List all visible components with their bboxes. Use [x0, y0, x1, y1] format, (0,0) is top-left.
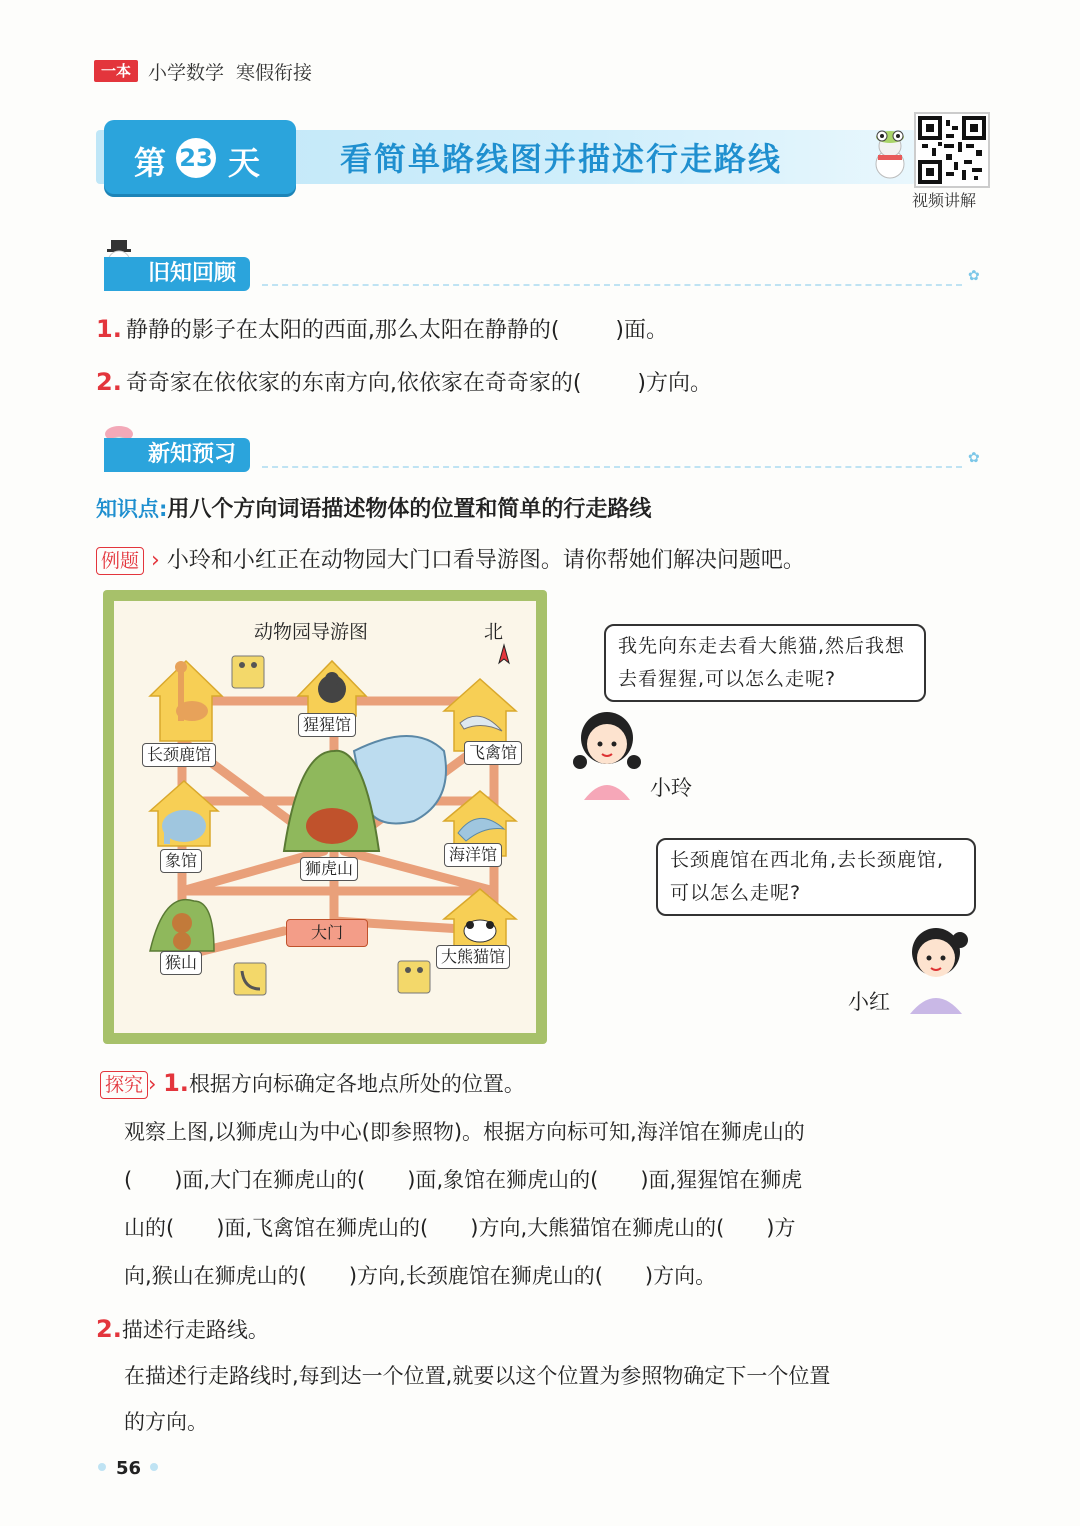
question-text: 静静的影子在太阳的西面,那么太阳在静静的(	[125, 318, 560, 343]
snowman-frog-icon	[868, 128, 912, 180]
example-tag: 例题	[96, 547, 144, 575]
knowledge-point-label: 知识点:	[96, 497, 168, 521]
page-number: 56	[116, 1458, 142, 1479]
star-icon: ✿	[968, 268, 980, 284]
place-panda: 大熊猫馆	[436, 945, 510, 969]
explore-tag: 探究	[100, 1071, 148, 1099]
knowledge-point-text: 用八个方向词语描述物体的位置和简单的行走路线	[167, 497, 652, 522]
footer-dot	[150, 1463, 158, 1471]
brand-series: 寒假衔接	[236, 62, 313, 84]
xiaohong-avatar	[900, 918, 970, 1014]
restroom-icon	[398, 961, 430, 993]
explore-step-2-line-1: 在描述行走路线时,每到达一个位置,就要以这个位置为参照物确定下一个位置	[124, 1364, 831, 1388]
explore-line-2: ( )面,大门在狮虎山的( )面,象馆在狮虎山的( )面,猩猩馆在狮虎	[124, 1168, 803, 1192]
question-number: 1.	[96, 315, 122, 343]
divider	[262, 284, 962, 286]
xiaohong-speech-bubble: 长颈鹿馆在西北角,去长颈鹿馆,可以怎么走呢?	[656, 838, 976, 916]
day-prefix: 第	[134, 144, 167, 182]
phone-icon	[234, 963, 266, 995]
place-giraffe: 长颈鹿馆	[142, 743, 216, 767]
question-text-end: )面。	[615, 318, 668, 343]
xiaoling-speech-bubble: 我先向东走去看大熊猫,然后我想去看猩猩,可以怎么走呢?	[604, 624, 926, 702]
explore-step-2-title	[96, 1314, 269, 1344]
step-number: 2.	[96, 1315, 122, 1343]
panda-icon	[464, 920, 496, 942]
place-gorilla: 猩猩馆	[298, 713, 356, 737]
brand-subject: 小学数学	[148, 62, 225, 84]
day-suffix: 天	[228, 144, 261, 182]
review-question-1	[96, 314, 668, 346]
explore-line-3: 山的( )面,飞禽馆在狮虎山的( )方向,大熊猫馆在狮虎山的( )方	[124, 1216, 796, 1240]
preview-heading: 新知预习	[104, 438, 250, 472]
footer-dot	[98, 1463, 106, 1471]
question-number: 2.	[96, 368, 122, 396]
restroom-icon	[232, 656, 264, 688]
qr-label: 视频讲解	[912, 191, 977, 210]
knowledge-point	[96, 492, 651, 523]
brand-text	[148, 58, 324, 85]
page-title: 看简单路线图并描述行走路线	[340, 140, 783, 178]
explore-line-1: 观察上图,以狮虎山为中心(即参照物)。根据方向标可知,海洋馆在狮虎山的	[124, 1120, 805, 1144]
map-title: 动物园导游图	[254, 621, 369, 643]
place-elephant: 象馆	[160, 849, 202, 873]
explore-step-2-line-2: 的方向。	[124, 1410, 208, 1434]
north-label: 北	[484, 621, 504, 643]
question-text-end: )方向。	[637, 371, 712, 396]
qr-code-icon[interactable]	[914, 112, 990, 188]
place-monkey: 猴山	[160, 951, 202, 975]
step-title: 描述行走路线。	[121, 1318, 269, 1342]
place-birds: 飞禽馆	[464, 741, 522, 765]
day-tab	[104, 120, 296, 194]
brand-badge: 一本	[94, 60, 138, 82]
xiaoling-avatar	[572, 700, 642, 800]
review-heading: 旧知回顾	[104, 257, 250, 291]
example: 例题 › 小玲和小红正在动物园大门口看导游图。请你帮她们解决问题吧。	[96, 543, 805, 575]
explore-line-4: 向,猴山在狮虎山的( )方向,长颈鹿馆在狮虎山的( )方向。	[124, 1264, 717, 1288]
xiaohong-name: 小红	[848, 990, 890, 1014]
xiaoling-name: 小玲	[650, 776, 692, 800]
step-title: 根据方向标确定各地点所处的位置。	[188, 1072, 525, 1096]
review-question-2	[96, 367, 712, 399]
divider	[262, 466, 962, 468]
place-lion: 狮虎山	[300, 857, 358, 881]
place-gate: 大门	[286, 919, 368, 947]
explore-step-1-title: 探究 › 1.根据方向标确定各地点所处的位置。	[100, 1068, 525, 1099]
example-text: 小玲和小红正在动物园大门口看导游图。请你帮她们解决问题吧。	[166, 548, 805, 573]
zoo-map	[114, 601, 536, 1033]
place-ocean: 海洋馆	[444, 843, 502, 867]
step-number: 1.	[163, 1069, 189, 1097]
day-number: 23	[176, 138, 216, 178]
star-icon: ✿	[968, 450, 980, 466]
question-text: 奇奇家在依依家的东南方向,依依家在奇奇家的(	[125, 371, 582, 396]
